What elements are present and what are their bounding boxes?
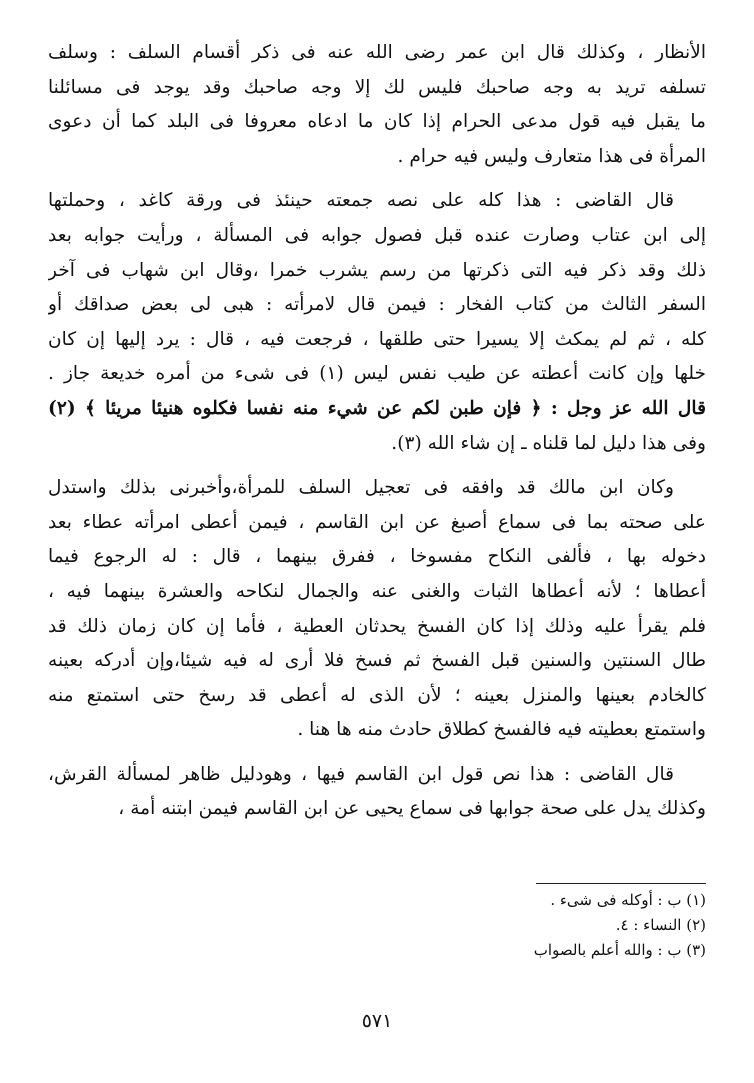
text-line: فلم يقرأ عليه وذلك إذا كان الفسخ يحدثان العطية ، فأما إن كان زمان ذلك قد bbox=[48, 615, 706, 637]
footnote-divider bbox=[536, 883, 706, 884]
text-line: وكان ابن مالك قد وافقه فى تعجيل السلف للمرأة،وأخبرنى بذلك واستدل bbox=[48, 477, 674, 499]
text-line: وكذلك يدل على صحة جوابها فى سماع يحيى عن ابن القاسم فيمن ابتنه أمة ، bbox=[118, 798, 706, 820]
footnotes bbox=[46, 888, 706, 963]
text-line: خلها وإن كانت أعطته عن طيب نفس ليس (١) فى شىء من أمره خديعة جاز . bbox=[48, 363, 706, 385]
footnote-3: (٣) ب : والله أعلم بالصواب bbox=[533, 941, 706, 959]
body-text bbox=[48, 36, 706, 827]
text-line: كله ، ثم لم يمكث إلا يسيرا حتى طلقها ، فرجعت فيه ، قال : يرد إليها إن كان bbox=[48, 328, 706, 350]
text-line: كالخادم بعينها والمنزل بعينه ؛ لأن الذى له أعطى قد رسخ حتى استمتع منه bbox=[48, 684, 706, 706]
text-line: واستمتع بعطيته فيه فالفسخ كطلاق حادث منه ها هنا . bbox=[297, 719, 706, 741]
text-line: السفر الثالث من كتاب الفخار : فيمن قال لامرأته : هبى لى بعض صداقك أو bbox=[48, 294, 706, 316]
text-line: قال الله عز وجل : ﴿ فإن طبن لكم عن شيء منه نفسا فكلوه هنيئا مريئا ﴾ (٢) bbox=[48, 397, 706, 419]
paragraph bbox=[48, 758, 706, 827]
text-line: ما يقبل فيه قول مدعى الحرام إذا كان ما ادعاه معروفا فى البلد كما أن دعوى bbox=[48, 111, 706, 133]
text-line: طال السنتين والسنين قبل الفسخ ثم فسخ فلا أرى له فيه شيئا،وإن أدركه بعينه bbox=[48, 650, 706, 672]
text-line: وفى هذا دليل لما قلناه ـ إن شاء الله (٣). bbox=[391, 432, 706, 454]
text-line: دخوله بها ، فألفى النكاح مفسوخا ، ففرق بينهما ، قال : له الرجوع فيما bbox=[48, 546, 706, 568]
text-line: الأنظار ، وكذلك قال ابن عمر رضى الله عنه فى ذكر أقسام السلف : وسلف bbox=[48, 42, 706, 63]
text-line: المرأة فى هذا متعارف وليس فيه حرام . bbox=[397, 145, 706, 167]
text-line: أعطاها ؛ لأنه أعطاها الثبات والغنى عنه والجمال لنكاحه والعشرة بينهما فيه ، bbox=[48, 580, 706, 602]
paragraph bbox=[48, 471, 706, 748]
text-line: قال القاضى : هذا كله على نصه جمعته حينئذ فى ورقة كاغد ، وحملتها bbox=[48, 190, 674, 212]
text-line: على صحته بما فى سماع أصبغ عن ابن القاسم ، فيمن أعطى امرأته عطاء بعد bbox=[48, 511, 706, 533]
footnote-2: (٢) النساء : ٤. bbox=[615, 916, 706, 934]
page-number: ٥٧١ bbox=[361, 1010, 393, 1032]
text-line: إلى ابن عتاب وصارت عنده قبل فصول جوابه فى المسألة ، ورأيت جوابه بعد bbox=[48, 224, 706, 246]
text-line: تسلفه تريد به وجه صاحبك فليس لك إلا وجه صاحبك وقد يوجد فى مسائلنا bbox=[48, 76, 706, 98]
paragraph bbox=[48, 36, 706, 174]
text-line: قال القاضى : هذا نص قول ابن القاسم فيها ، وهودليل ظاهر لمسألة القرش، bbox=[48, 763, 674, 785]
footnote-1: (١) ب : أوكله فى شىء . bbox=[550, 891, 706, 909]
text-line: ذلك وقد ذكر فيه التى ذكرتها من رسم يشرب خمرا ،وقال ابن شهاب فى آخر bbox=[48, 259, 706, 281]
paragraph bbox=[48, 184, 706, 461]
